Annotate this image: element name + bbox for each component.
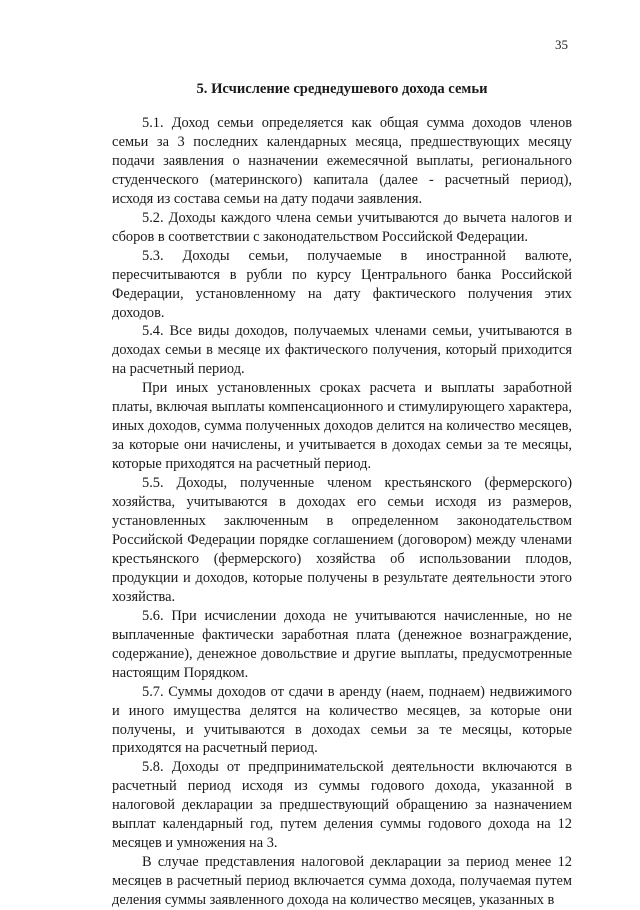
paragraph-5-2: 5.2. Доходы каждого члена семьи учитываются до вычета налогов и сборов в соответствии с законодательством Российской Федерации. [112,209,572,245]
paragraph-5-8-continued: В случае представления налоговой декларации за период менее 12 месяцев в расчетный период включается сумма дохода, получаемая путем деления суммы заявленного дохода на количество месяцев, указанных в [112,854,572,909]
paragraph-5-3: 5.3. Доходы семьи, получаемые в иностранной валюте, пересчитываются в рубли по курсу Центрального банка Российской Федерации, установленному на дату фактического получения этих доходов. [112,247,572,321]
paragraph-5-4: 5.4. Все виды доходов, получаемых членами семьи, учитываются в доходах семьи в месяце их фактического получения, который приходится на расчетный период. [112,323,572,378]
paragraph-5-4-continued: При иных установленных сроках расчета и выплаты заработной платы, включая выплаты компенсационного и стимулирующего характера, иных доходов, сумма полученных доходов делится на количество месяцев, за которые они начислены, и учитывается в доходах семьи за те месяцы, которые приходятся на расчетный период. [112,380,572,473]
paragraph-5-6: 5.6. При исчислении дохода не учитываются начисленные, но не выплаченные фактически заработная плата (денежное вознаграждение, содержание), денежное довольствие и другие выплаты, предусмотренные настоящим Порядком. [112,607,572,681]
paragraph-5-1: 5.1. Доход семьи определяется как общая сумма доходов членов семьи за 3 последних календарных месяца, предшествующих месяцу подачи заявления о назначении ежемесячной выплаты, регионального студенческого (материнского) капитала (далее - расчетный период), исходя из состава семьи на дату подачи заявления. [112,115,572,207]
paragraph-5-5: 5.5. Доходы, полученные членом крестьянского (фермерского) хозяйства, учитываются в доходах его семьи исходя из размеров, установленных заключенным в определенном законодательством Российской Федерации порядке соглашением (договором) между членами крестьянского (фермерского) хозяйства об использовании плодов, продукции и доходов, которые получены в результате деятельности этого хозяйства. [112,475,572,605]
section-title: 5. Исчисление среднедушевого дохода семьи [196,81,488,97]
document-body [112,114,572,910]
page-number: 35 [555,37,568,52]
paragraph-5-7: 5.7. Суммы доходов от сдачи в аренду (наем, поднаем) недвижимого и иного имущества делятся на количество месяцев, за которые они получены, и учитываются в доходах семьи за те месяцы, которые приходятся на расчетный период. [112,683,572,757]
paragraph-5-8: 5.8. Доходы от предпринимательской деятельности включаются в расчетный период исходя из суммы годового дохода, указанной в налоговой декларации за предшествующий обращению за назначением выплат календарный год, путем деления суммы годового дохода на 12 месяцев и умножения на 3. [112,759,572,852]
